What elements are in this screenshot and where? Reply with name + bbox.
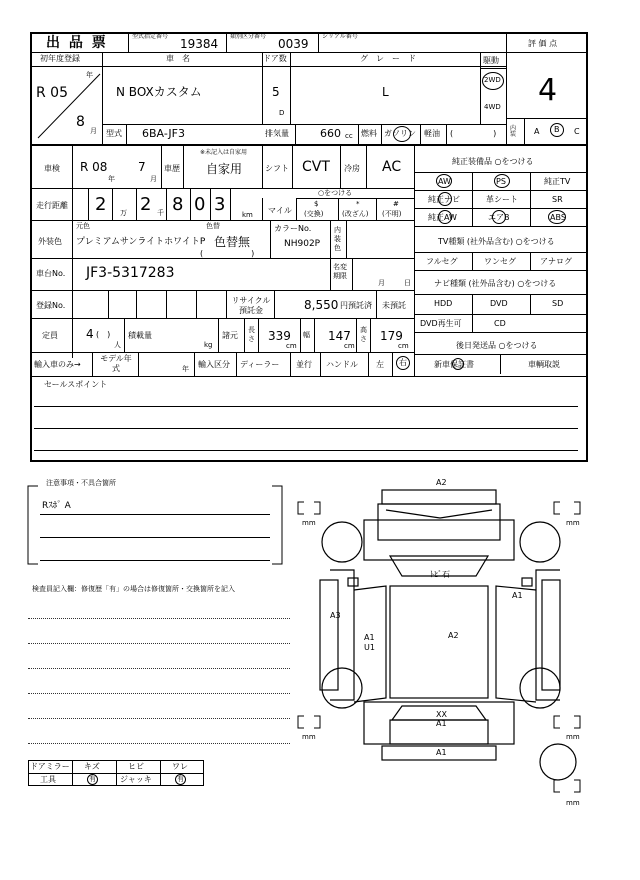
mm-front-left: mm <box>302 519 316 527</box>
equip-abs: ABS <box>550 213 566 222</box>
drive-label: 駆動 <box>483 56 499 65</box>
damage-rear-a: A1 <box>436 719 447 728</box>
acc-tools-value: 有 <box>89 775 96 783</box>
inspect-label: 車検 <box>44 164 60 173</box>
import-parallel: 並行 <box>296 360 312 369</box>
car-diagram <box>290 470 600 820</box>
navi-title: ナビ種類 (社外品含む) ○をつける <box>434 279 557 288</box>
sales-point-label: セールスポイント <box>44 380 108 389</box>
import-label: 輸入車のみ→ <box>34 360 81 369</box>
first-reg-year: R 05 <box>36 85 68 101</box>
navi-dvd: DVD <box>490 299 508 308</box>
reg-no-label: 登録No. <box>36 301 66 310</box>
opt-unknown-sym: # <box>393 200 399 208</box>
equip-ps: PS <box>496 177 506 186</box>
later-manual: 車輌取説 <box>528 360 560 369</box>
wheel-front-right <box>520 522 560 562</box>
doors-suffix: D <box>279 109 285 117</box>
mileage-digit-1: 2 <box>95 194 107 215</box>
damage-right-side: A1 <box>512 591 523 600</box>
mm-spare: mm <box>566 799 580 807</box>
chassis-value: JF3-5317283 <box>86 265 175 281</box>
class-no: 0039 <box>278 37 309 51</box>
inspect-year: R 08 <box>80 160 108 174</box>
model-value: 6BA-JF3 <box>142 127 185 140</box>
len-value: 339 <box>268 329 291 343</box>
interior-a: A <box>534 127 540 136</box>
color-name: プレミアムサンライトホワイトP <box>76 237 206 247</box>
drive-2wd: 2WD <box>484 76 501 84</box>
height-unit: cm <box>398 342 409 350</box>
shift-value: CVT <box>302 159 330 175</box>
name-change-label: 名変期限 <box>333 263 347 280</box>
recycle-label: リサイクル預託金 <box>231 296 271 315</box>
import-type-label: 輸入区分 <box>198 360 230 369</box>
grade-label: グ レ ー ド <box>360 54 416 63</box>
acc-jack-label: ジャッキ <box>120 775 152 784</box>
mileage-digit-3: 8 <box>172 194 184 215</box>
equip-leather: 革シート <box>486 195 518 204</box>
recycle-unit: 円 <box>340 301 348 310</box>
color-no: NH902P <box>284 239 321 249</box>
mileage-label: 走行距離 <box>36 201 68 210</box>
width-label: 幅 <box>303 331 310 339</box>
grade-value: L <box>382 85 389 99</box>
equip-tv: 純正TV <box>544 177 571 186</box>
displacement-label: 排気量 <box>265 129 289 138</box>
damage-roof: A2 <box>448 631 459 640</box>
height-label: 高さ <box>360 326 367 343</box>
acc-header-break: ワレ <box>172 762 188 771</box>
height-value: 179 <box>380 329 403 343</box>
width-value: 147 <box>328 329 351 343</box>
person-unit: 人 <box>114 341 121 349</box>
damage-front-bumper: A2 <box>436 478 447 487</box>
right-side <box>536 570 560 700</box>
cool-label: 冷房 <box>344 164 360 173</box>
chassis-label: 車台No. <box>36 269 66 278</box>
tv-analog: アナログ <box>540 257 572 266</box>
damage-left-door-a: A1 <box>364 633 375 642</box>
inspect-month-unit: 月 <box>150 175 157 183</box>
doors-label: ドア数 <box>263 54 287 63</box>
damage-left-side: A3 <box>330 611 341 620</box>
circle-note: ○をつける <box>318 189 353 197</box>
interior-b: B <box>554 125 560 134</box>
mileage-sen: 千 <box>157 209 164 217</box>
car-name-label: 車 名 <box>166 54 190 63</box>
mileage-km: km <box>242 211 253 219</box>
repaint-paren: ( ) <box>200 249 255 258</box>
mm-front-right: mm <box>566 519 580 527</box>
paint-label: 色替 <box>206 222 220 230</box>
equipment-title: 純正装備品 ○をつける <box>452 157 534 166</box>
fuel-gas: ガソリン <box>384 129 416 138</box>
equip-genaw: 純正AW <box>428 213 457 222</box>
serial-label: シリアル番号 <box>322 33 358 40</box>
capacity-label: 定員 <box>42 331 58 340</box>
type-cert-no: 19384 <box>180 37 219 51</box>
model-label: 型式 <box>106 129 122 138</box>
acc-header-mirror: ドアミラー <box>30 762 70 771</box>
inspect-year-unit: 年 <box>108 175 115 183</box>
drive-4wd: 4WD <box>484 103 501 111</box>
acc-tools-label: 工具 <box>40 775 56 784</box>
equip-sr: SR <box>552 195 563 204</box>
opt-altered-txt: (改ざん) <box>342 210 369 218</box>
opt-altered-sym: * <box>356 200 360 208</box>
navi-sd: SD <box>552 299 564 308</box>
capacity-paren: ( ) <box>96 330 111 339</box>
navi-cd: CD <box>494 319 506 328</box>
displacement-unit: cc <box>345 132 353 140</box>
score-value: 4 <box>538 73 558 108</box>
acc-jack-value: 有 <box>177 775 184 783</box>
notes-title: 注意事項・不具合箇所 <box>46 479 116 487</box>
navi-hdd: HDD <box>434 299 453 308</box>
wheel-rear-left <box>322 668 362 708</box>
damage-windshield: ﾄﾋﾞ石 <box>430 570 450 579</box>
name-change-day: 日 <box>404 279 411 287</box>
damage-rear-xx: XX <box>436 710 447 719</box>
mileage-digit-4: 0 <box>194 194 206 215</box>
history-label: 車歴 <box>164 164 180 173</box>
mm-rear-right: mm <box>566 733 580 741</box>
form-title: 出 品 票 <box>46 35 108 51</box>
wheel-rear-right <box>520 668 560 708</box>
equip-airbag: エアB <box>488 213 510 222</box>
fuel-label: 燃料 <box>361 129 377 138</box>
wheel-front-left <box>322 522 362 562</box>
width-unit: cm <box>344 342 355 350</box>
recycle-amount: 8,550 <box>304 298 339 312</box>
fuel-light: 軽油 <box>424 129 440 138</box>
color-label: 外装色 <box>38 237 62 246</box>
recycle-done: 預託済 <box>348 301 372 310</box>
tv-full: フルセグ <box>426 257 458 266</box>
mileage-man: 万 <box>120 209 127 217</box>
equip-navi: 純正ナビ <box>428 195 460 204</box>
model-year-label: モデル年式 <box>100 354 132 373</box>
later-warranty: 新車保証書 <box>434 360 474 369</box>
navi-dvdplay: DVD再生可 <box>420 319 462 328</box>
type-cert-label: 型式指定番号 <box>132 33 169 40</box>
history-value: 自家用 <box>206 162 243 176</box>
opt-unknown-txt: (不明) <box>382 210 402 218</box>
later-title: 後日発送品 ○をつける <box>456 341 538 350</box>
len-unit: cm <box>286 342 297 350</box>
mile-label: マイル <box>268 206 292 215</box>
damage-left-door-u: U1 <box>364 643 375 652</box>
shift-label: シフト <box>265 164 289 173</box>
score-label: 評 価 点 <box>528 39 558 48</box>
inspector-label: 検査員記入欄：修復歴「有」の場合は修復箇所・交換箇所を記入 <box>32 585 235 593</box>
damage-rear-bumper: A1 <box>436 748 447 757</box>
first-reg-month: 8 <box>76 114 85 130</box>
tv-title: TV種類 (社外品含む) ○をつける <box>438 237 555 246</box>
name-change-month: 月 <box>378 279 385 287</box>
acc-header-scratch: キズ <box>84 762 100 771</box>
cool-value: AC <box>382 159 402 175</box>
repaint-value: 色替無 <box>214 235 251 249</box>
interior-c: C <box>574 127 580 136</box>
opt-exchange-txt: (交換) <box>304 210 324 218</box>
first-reg-year-unit: 年 <box>86 71 93 79</box>
front-bumper <box>382 490 496 504</box>
roof <box>390 586 488 698</box>
load-label: 積載量 <box>128 331 152 340</box>
acc-header-crack: ヒビ <box>128 762 144 771</box>
car-name: N BOXカスタム <box>116 85 202 99</box>
dim-label: 諸元 <box>222 331 238 340</box>
mm-rear-left: mm <box>302 733 316 741</box>
opt-exchange-sym: $ <box>314 200 319 208</box>
handle-label: ハンドル <box>326 360 358 369</box>
mileage-digit-5: 3 <box>214 194 226 215</box>
mileage-digit-2: 2 <box>140 194 152 215</box>
left-side <box>330 570 354 700</box>
handle-left: 左 <box>376 360 384 369</box>
load-kg: kg <box>204 341 213 349</box>
model-year-unit: 年 <box>182 365 189 373</box>
displacement-value: 660 <box>320 127 341 140</box>
recycle-not: 未預託 <box>382 301 406 310</box>
equip-aw: AW <box>438 177 451 186</box>
history-note: ※未記入は自家用 <box>200 149 248 156</box>
fuel-other: ( ) <box>450 129 497 138</box>
spare-tire <box>540 744 576 780</box>
tv-one: ワンセグ <box>484 257 516 266</box>
doors-value: 5 <box>272 85 280 99</box>
color-no-label: カラーNo. <box>274 224 312 233</box>
handle-right: 右 <box>399 358 407 367</box>
inspect-month: 7 <box>138 160 146 174</box>
interior-label: 内装 <box>510 125 517 138</box>
first-reg-label: 初年度登録 <box>40 54 80 63</box>
notes-bracket <box>26 484 286 568</box>
orig-color-label: 元色 <box>76 222 90 230</box>
class-label: 類別区分番号 <box>230 33 267 40</box>
len-label: 長さ <box>248 326 255 343</box>
hood <box>378 504 500 540</box>
int-color-label: 内装色 <box>334 226 341 252</box>
import-dealer: ディーラー <box>240 360 280 369</box>
first-reg-month-unit: 月 <box>90 127 97 135</box>
notes-entry: Rｽﾎﾟ A <box>42 501 71 511</box>
capacity-value: 4 <box>86 327 94 341</box>
